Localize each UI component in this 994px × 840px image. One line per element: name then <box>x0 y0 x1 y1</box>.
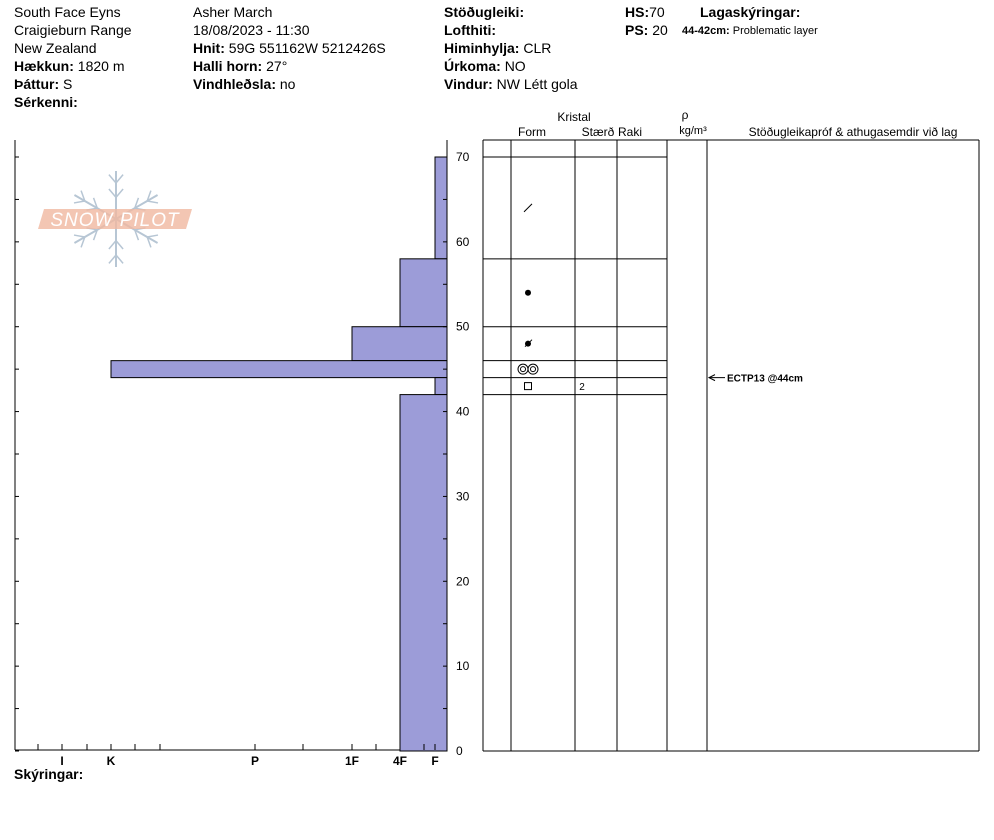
snowflake-branch <box>109 189 116 197</box>
datetime: 18/08/2023 - 11:30 <box>193 22 310 38</box>
hardness-bar <box>111 361 447 378</box>
notes-label: Skýringar: <box>14 766 84 782</box>
logo-text: SNOW PILOT <box>50 210 180 231</box>
x-tick-label: P <box>250 754 260 768</box>
x-tick-label: I <box>60 754 64 768</box>
grain-symbol-ring <box>528 364 538 374</box>
grain-symbol-square <box>525 383 532 390</box>
snowflake-branch <box>74 235 85 237</box>
observer: Asher March <box>193 4 273 20</box>
y-tick-label: 40 <box>456 404 470 419</box>
air-temp: Lofthiti: <box>444 22 497 38</box>
ps: PS: 20 <box>625 22 668 38</box>
grain-symbol-slash <box>524 204 532 212</box>
hardness-bar <box>435 378 447 395</box>
x-tick-label: K <box>106 754 116 768</box>
hardness-bar <box>352 327 447 361</box>
col-header-density: kg/m³ <box>679 125 707 137</box>
snowflake-branch <box>109 241 116 249</box>
slope-angle: Halli horn: 27° <box>193 58 288 74</box>
snowflake-branch <box>109 175 116 183</box>
snowflake-branch <box>116 241 123 249</box>
grain-symbol-ring <box>518 364 528 374</box>
col-header-form: Form <box>518 125 546 139</box>
snowflake-branch <box>116 255 123 263</box>
hardness-bar <box>400 395 447 751</box>
aspect: Þáttur: S <box>14 76 73 92</box>
stability: Stöðugleiki: <box>444 4 525 20</box>
col-header-rho: ρ <box>681 108 689 122</box>
snowflake-branch <box>74 201 85 203</box>
grain-symbol-dot <box>525 290 531 296</box>
y-tick-label: 30 <box>456 489 470 504</box>
col-header-moisture: Raki <box>617 125 643 139</box>
x-tick-label: 1F <box>344 754 360 768</box>
x-tick-label: 4F <box>392 754 408 768</box>
grain-symbol-ring-inner <box>531 367 536 372</box>
y-tick-label: 60 <box>456 234 470 249</box>
y-tick-label: 20 <box>456 574 470 589</box>
sky-cover: Himinhylja: CLR <box>444 40 552 56</box>
col-header-tests: Stöðugleikapróf & athugasemdir við lag <box>748 125 958 139</box>
x-tick-label: F <box>431 754 439 768</box>
y-tick-label: 70 <box>456 150 470 164</box>
features: Sérkenni: <box>14 94 78 110</box>
wind: Vindur: NW Létt gola <box>444 76 578 92</box>
snowflake-branch <box>147 201 158 203</box>
hardness-bar <box>400 259 447 327</box>
y-tick-label: 10 <box>456 659 470 674</box>
stability-test-label: ECTP13 @44cm <box>727 373 803 385</box>
layer-note: 44-42cm: Problematic layer <box>682 25 818 37</box>
country: New Zealand <box>14 40 97 56</box>
hardness-bar <box>435 157 447 259</box>
snowflake-branch <box>116 189 123 197</box>
location-name: South Face Eyns <box>14 4 121 20</box>
layer-notes-label: Lagaskýringar: <box>700 4 801 20</box>
col-header-crystal: Kristal <box>557 110 591 124</box>
wind-loading: Vindhleðsla: no <box>193 76 296 92</box>
y-tick-label: 0 <box>456 744 463 758</box>
hs: HS:70 <box>625 4 665 20</box>
grain-size-value: 2 <box>579 382 585 394</box>
snowflake-branch <box>147 235 158 237</box>
col-header-size: Stærð <box>581 125 615 139</box>
grain-symbol-ring-inner <box>521 367 526 372</box>
elevation: Hækkun: 1820 m <box>14 58 125 74</box>
snowflake-branch <box>116 175 123 183</box>
coordinates: Hnit: 59G 551162W 5212426S <box>193 40 386 56</box>
snowflake-branch <box>109 255 116 263</box>
precipitation: Úrkoma: NO <box>444 58 526 74</box>
y-tick-label: 50 <box>456 319 470 334</box>
range-name: Craigieburn Range <box>14 22 132 38</box>
